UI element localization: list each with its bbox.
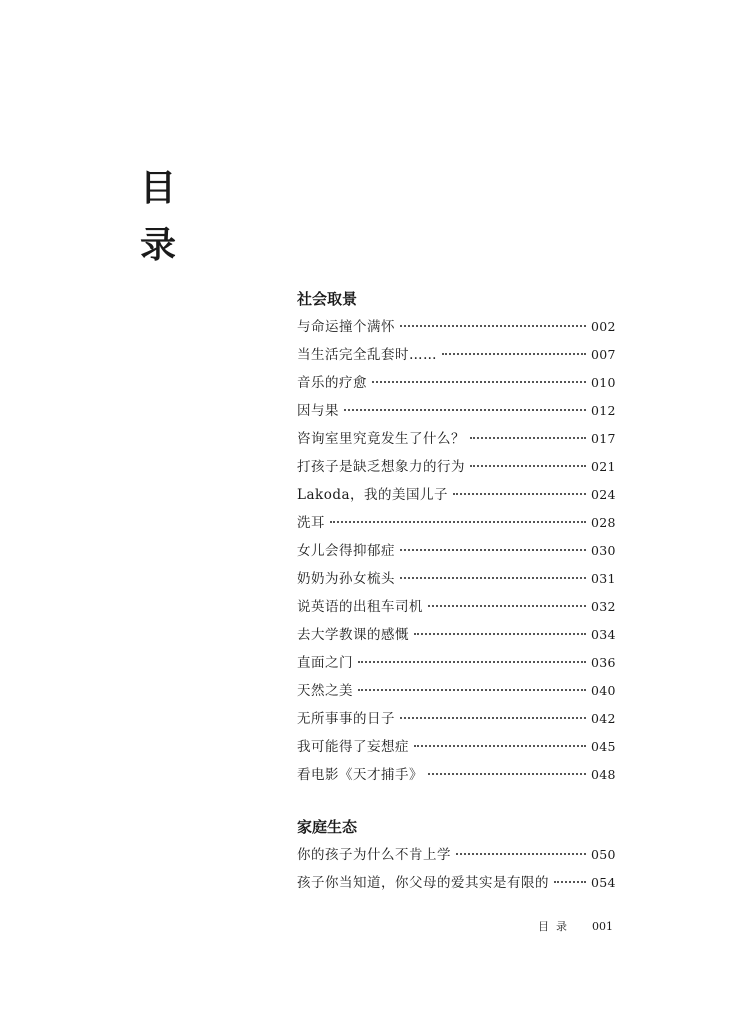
page-title xyxy=(140,160,200,274)
entry-title: 直面之门 xyxy=(297,655,353,671)
dot-leader xyxy=(330,521,586,523)
entry-title: Lakoda，我的美国儿子 xyxy=(297,487,449,503)
entry-title: 我可能得了妄想症 xyxy=(297,739,409,755)
dot-leader xyxy=(470,465,586,467)
entry-title: 看电影《天才捕手》 xyxy=(297,767,423,783)
dot-leader xyxy=(428,605,586,607)
dot-leader xyxy=(456,853,586,855)
entry-page: 012 xyxy=(591,403,616,418)
toc-entry[interactable] xyxy=(297,537,615,565)
entry-title: 打孩子是缺乏想象力的行为 xyxy=(297,459,465,475)
entry-page: 050 xyxy=(591,847,616,862)
entry-page: 021 xyxy=(591,459,616,474)
entry-title: 咨询室里究竟发生了什么？ xyxy=(297,431,465,447)
entry-page: 017 xyxy=(591,431,616,446)
dot-leader xyxy=(400,549,586,551)
section-title: 社会取景 xyxy=(297,290,358,308)
toc-entry[interactable] xyxy=(297,677,615,705)
entry-title: 女儿会得抑郁症 xyxy=(297,543,395,559)
entry-page: 028 xyxy=(591,515,616,530)
entry-title: 音乐的疗愈 xyxy=(297,375,367,391)
dot-leader xyxy=(400,717,586,719)
toc-entry[interactable] xyxy=(297,425,615,453)
entry-page: 036 xyxy=(591,655,616,670)
entry-title: 天然之美 xyxy=(297,683,353,699)
page-title-char-2: 录 xyxy=(140,224,177,266)
toc-entry[interactable] xyxy=(297,869,615,897)
entry-page: 031 xyxy=(591,571,616,586)
entry-title: 你的孩子为什么不肯上学 xyxy=(297,847,451,863)
toc-entry[interactable] xyxy=(297,509,615,537)
entry-title: 无所事事的日子 xyxy=(297,711,395,727)
dot-leader xyxy=(414,745,586,747)
entry-page: 007 xyxy=(591,347,616,362)
footer-label: 目录 xyxy=(538,920,574,933)
entry-page: 034 xyxy=(591,627,616,642)
entry-title: 因与果 xyxy=(297,403,339,419)
dot-leader xyxy=(470,437,586,439)
toc-entry[interactable] xyxy=(297,621,615,649)
entry-page: 002 xyxy=(591,319,616,334)
dot-leader xyxy=(442,353,586,355)
dot-leader xyxy=(453,493,586,495)
page-footer xyxy=(538,918,613,934)
entry-title: 去大学教课的感慨 xyxy=(297,627,409,643)
toc-entry[interactable] xyxy=(297,397,615,425)
entry-title: 说英语的出租车司机 xyxy=(297,599,423,615)
toc-entry[interactable] xyxy=(297,733,615,761)
toc-entry[interactable] xyxy=(297,369,615,397)
entry-title: 奶奶为孙女梳头 xyxy=(297,571,395,587)
dot-leader xyxy=(414,633,586,635)
dot-leader xyxy=(428,773,586,775)
entry-page: 048 xyxy=(591,767,616,782)
toc-section xyxy=(297,285,615,789)
entry-page: 030 xyxy=(591,543,616,558)
dot-leader xyxy=(400,577,586,579)
dot-leader xyxy=(400,325,586,327)
entry-page: 045 xyxy=(591,739,616,754)
entry-page: 042 xyxy=(591,711,616,726)
dot-leader xyxy=(358,689,586,691)
footer-page-number: 001 xyxy=(592,920,613,933)
entry-page: 040 xyxy=(591,683,616,698)
toc-entry[interactable] xyxy=(297,705,615,733)
dot-leader xyxy=(358,661,586,663)
entry-title: 洗耳 xyxy=(297,515,325,531)
toc-entry[interactable] xyxy=(297,761,615,789)
entry-title: 孩子你当知道，你父母的爱其实是有限的 xyxy=(297,875,549,891)
toc-entry[interactable] xyxy=(297,565,615,593)
entry-page: 032 xyxy=(591,599,616,614)
toc-entry[interactable] xyxy=(297,481,615,509)
toc-entry[interactable] xyxy=(297,649,615,677)
entry-title: 与命运撞个满怀 xyxy=(297,319,395,335)
entry-page: 010 xyxy=(591,375,616,390)
toc-entry[interactable] xyxy=(297,841,615,869)
dot-leader xyxy=(554,881,586,883)
toc-entry[interactable] xyxy=(297,593,615,621)
toc-section xyxy=(297,813,615,897)
section-title: 家庭生态 xyxy=(297,818,358,836)
entry-title: 当生活完全乱套时…… xyxy=(297,347,437,363)
toc-entry[interactable] xyxy=(297,313,615,341)
dot-leader xyxy=(344,409,586,411)
toc-entry[interactable] xyxy=(297,453,615,481)
entry-page: 024 xyxy=(591,487,616,502)
table-of-contents xyxy=(297,285,615,897)
entry-page: 054 xyxy=(591,875,616,890)
page-title-char-1: 目 xyxy=(140,167,177,209)
toc-entry[interactable] xyxy=(297,341,615,369)
dot-leader xyxy=(372,381,586,383)
